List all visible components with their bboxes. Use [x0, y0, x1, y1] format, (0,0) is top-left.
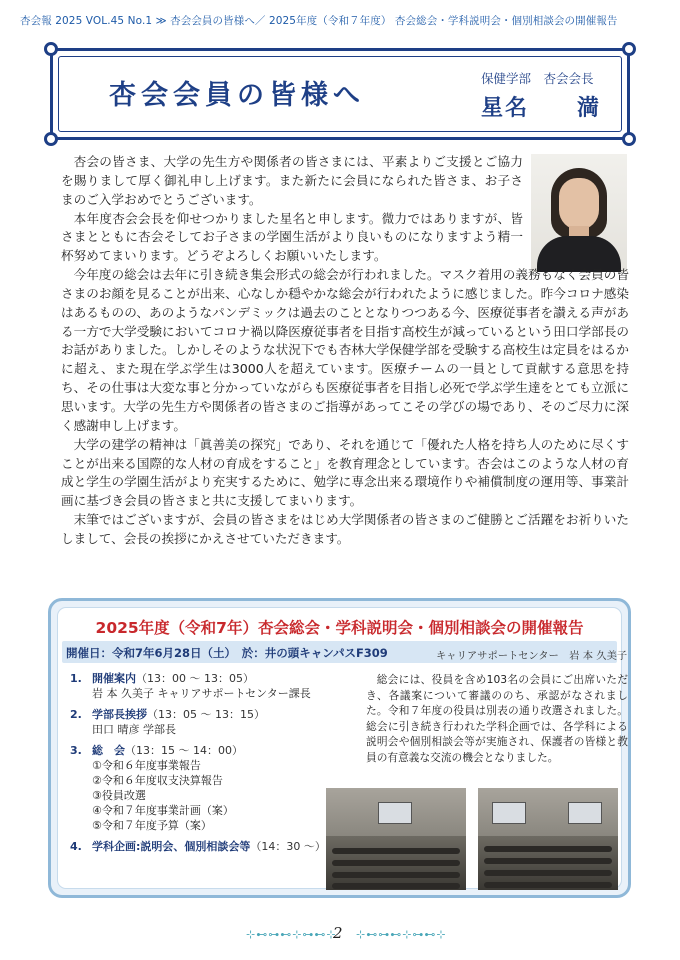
frame-corner-ornament — [622, 132, 636, 146]
event-report-inner — [57, 607, 628, 889]
meeting-photo — [478, 788, 618, 890]
frame-corner-ornament — [44, 42, 58, 56]
report-reporter: キャリアサポートセンター 岩 本 久美子 — [436, 650, 628, 662]
title-frame — [50, 48, 630, 140]
page-title: 杏会会員の皆様へ — [109, 80, 365, 111]
agenda-item: 1. 開催案内（13：00 ～ 13：05） 岩 本 久美子 キャリアサポートセンター課長 — [70, 672, 311, 700]
article-paragraph: 杏会の皆さま、大学の先生方や関係者の皆さまには、平素よりご支援とご協力を賜りまして厚く御礼申し上げます。また新たに会員になられた皆さま、お子さまのご入学おめでとうございます。 — [61, 154, 523, 207]
article-paragraph: 本年度杏会会長を仰せつかりました星名と申します。微力ではありますが、皆さまとともに杏会そしてお子さまの学園生活がより良いものになりますよう精一杯努めてまいります。どうぞよろしくお願いいたします。 — [61, 210, 523, 264]
frame-corner-ornament — [44, 132, 58, 146]
author-name: 星名 満 — [481, 96, 602, 121]
author-role: 保健学部 杏会会長 — [481, 71, 594, 86]
agenda-item: 2. 学部長挨拶（13：05 ～ 13：15） 田口 晴彦 学部長 — [70, 708, 265, 736]
agenda-item: 3. 総 会（13：15 ～ 14：00） ①令和６年度事業報告 ②令和６年度収支決算報告 ③役員改選 ④令和７年度事業計画（案） ⑤令和７年度予算（案） — [70, 744, 243, 832]
breadcrumb[interactable]: 杏会報 2025 VOL.45 No.1 ≫ 杏会会員の皆様へ／ 2025年度（令和７年度） 杏会総会・学科説明会・個別相談会の開催報告 — [20, 15, 618, 27]
article-paragraph: 大学の建学の精神は「眞善美の探究」であり、それを通じて「優れた人格を持ち人のために尽くすことが出来る国際的な人材の育成をすること」を教育理念としています。杏会はこのような人材の育成と学生の学園生活がより充実するために、勉学に専念出来る環境作りや補償制度の運用等、事業計画に基づき会員の皆さまと共に支援してまいります。 — [61, 436, 629, 509]
report-summary: 総会には、役員を含め103名の会員にご出席いただき、各議案について審議ののち、承認がなされました。令和７年度の役員は別表の通り改選されました。総会に引き続き行われた学科企画では、各学科による説明会や個別相談会等が実施され、保護者の皆様と教員の有意義な交流の機会となりました。 — [366, 673, 628, 764]
meeting-photo — [326, 788, 466, 890]
page-footer — [0, 924, 680, 944]
agenda-list — [70, 670, 330, 859]
agenda-item: 4. 学科企画:説明会、個別相談会等（14：30 ～） — [70, 840, 326, 853]
footer-ornament: ⊹⊷⊶⊷⊹⊶⊷⊹ — [356, 928, 447, 941]
report-title: 2025年度（令和7年）杏会総会・学科説明会・個別相談会の開催報告 — [95, 619, 584, 637]
article-paragraph: 末筆ではございますが、会員の皆さまをはじめ大学関係者の皆さまのご健勝とご活躍をお祈りいたしまして、会長の挨拶にかえさせていただきます。 — [61, 512, 629, 546]
frame-corner-ornament — [622, 42, 636, 56]
page-number: 2 — [333, 924, 343, 942]
greeting-article — [61, 153, 629, 549]
event-report-box — [48, 598, 631, 898]
report-date: 開催日：令和7年6月28日（土） 於：井の頭キャンパスF309 — [66, 646, 388, 660]
article-paragraph: 今年度の総会は去年に引き続き集会形式の総会が行われました。マスク着用の義務もなく会員の皆さまのお顔を見ることが出来、心なしか穏やかな総会が行われたように感じました。昨今コロナ感染はあるものの、あのようなパンデミックは過去のこととなりつつある今、医療従事者を讃える声がある一方で大学受験においてコロナ禍以降医療従事者を目指す高校生が減っているという田口学部長のお話がありました。しかしそのような状況下でも杏林大学保健学部を受験する高校生は定員をはるかに超え、また現在学ぶ学生は3000人を超えています。医療チームの一員として貢献する意思を持ち、その仕事は大変な事と分かっていながらも医療従事者を目指し必死で学ぶ学生達をとても立派に思います。大学の先生方や関係者の皆さまのご指導があってこその学びの場であり、そのご尽力に深く感謝申し上げます。 — [61, 267, 629, 433]
footer-ornament: ⊹⊷⊶⊷⊹⊶⊷⊹ — [246, 928, 337, 941]
